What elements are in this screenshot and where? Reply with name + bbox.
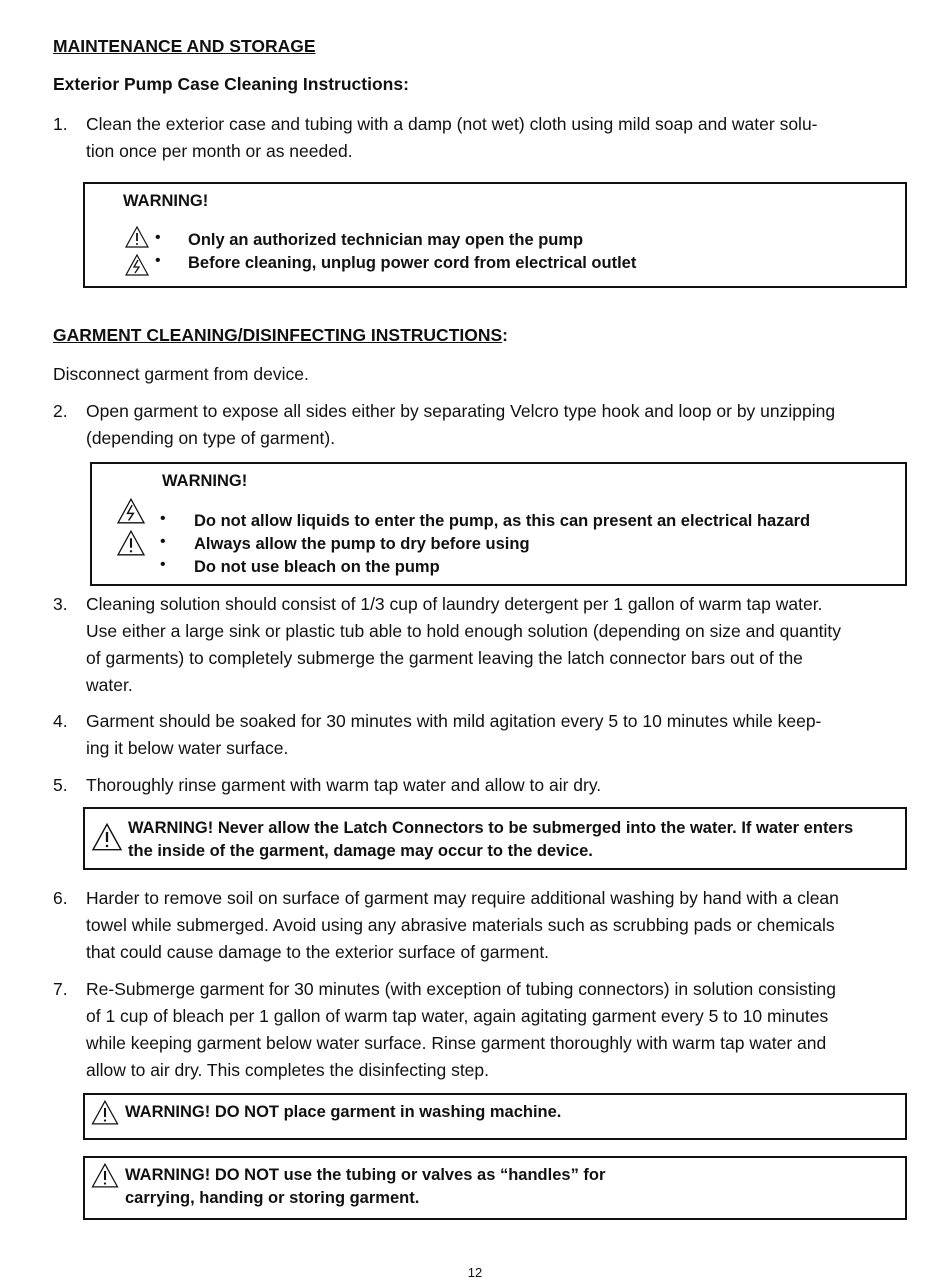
warning-washing-line-1: WARNING! DO NOT place garment in washing machine.: [125, 1103, 562, 1121]
warning-title: WARNING!: [123, 192, 209, 210]
step-4: [53, 708, 883, 762]
step-5-line-1: Thoroughly rinse garment with warm tap water and allow to air dry.: [86, 775, 602, 795]
step-1-line-1: Clean the exterior case and tubing with a damp (not wet) cloth using mild soap and water solu-: [86, 114, 818, 134]
step-3-line-2: Use either a large sink or plastic tub able to hold enough solution (depending on size and quantity: [86, 621, 841, 641]
garment-heading: [53, 325, 508, 346]
step-number: 3.: [53, 594, 68, 614]
step-1: [53, 111, 883, 165]
step-7-line-1: Re-Submerge garment for 30 minutes (with exception of tubing connectors) in solution consisting: [86, 979, 836, 999]
step-1-line-2: tion once per month or as needed.: [86, 141, 353, 161]
caution-icon: [116, 530, 146, 556]
step-2-line-1: Open garment to expose all sides either by separating Velcro type hook and loop or by unzipping: [86, 401, 836, 421]
electrical-hazard-icon: [116, 498, 146, 524]
step-6-line-3: that could cause damage to the exterior surface of garment.: [86, 942, 550, 962]
step-6-line-2: towel while submerged. Avoid using any abrasive materials such as scrubbing pads or chemicals: [86, 915, 835, 935]
bullet: •: [155, 229, 161, 246]
step-5: [53, 772, 883, 799]
step-4-line-1: Garment should be soaked for 30 minutes with mild agitation every 5 to 10 minutes while keep-: [86, 711, 822, 731]
step-7-line-4: allow to air dry. This completes the disinfecting step.: [86, 1060, 490, 1080]
garment-heading-text: GARMENT CLEANING/DISINFECTING INSTRUCTIONS: [53, 325, 503, 345]
step-7-line-3: while keeping garment below water surface. Rinse garment thoroughly with warm tap water and: [86, 1033, 827, 1053]
page-number: 12: [467, 1265, 483, 1280]
step-2: [53, 398, 883, 452]
warning-latch-line-2: the inside of the garment, damage may occur to the device.: [128, 842, 593, 860]
step-number: 4.: [53, 711, 68, 731]
step-number: 7.: [53, 979, 68, 999]
caution-icon: [91, 1163, 119, 1188]
garment-intro: Disconnect garment from device.: [53, 364, 309, 384]
bullet: •: [160, 533, 166, 550]
step-number: 5.: [53, 775, 68, 795]
step-3: [53, 591, 883, 699]
warning-latch-line-1: WARNING! Never allow the Latch Connectors to be submerged into the water. If water enters: [128, 819, 854, 837]
step-7: [53, 976, 883, 1084]
warning-box-liquids: [90, 462, 907, 586]
step-3-line-1: Cleaning solution should consist of 1/3 cup of laundry detergent per 1 gallon of warm tap water.: [86, 594, 823, 614]
bullet: •: [160, 556, 166, 573]
bullet: •: [160, 510, 166, 527]
warning-box-handles: [83, 1156, 907, 1220]
step-3-line-4: water.: [86, 675, 133, 695]
step-7-line-2: of 1 cup of bleach per 1 gallon of warm tap water, again agitating garment every 5 to 10 minutes: [86, 1006, 829, 1026]
bullet: •: [155, 252, 161, 269]
warning-title: WARNING!: [162, 472, 248, 490]
electrical-hazard-icon: [125, 254, 149, 276]
warning-bullet-2: Always allow the pump to dry before using: [194, 535, 530, 553]
caution-icon: [125, 226, 149, 248]
step-number: 1.: [53, 114, 68, 134]
warning-box-latch: [83, 807, 907, 870]
warning-bullet-1: Do not allow liquids to enter the pump, as this can present an electrical hazard: [194, 512, 811, 530]
exterior-heading: Exterior Pump Case Cleaning Instructions:: [53, 74, 409, 94]
warning-box-pump: [83, 182, 907, 288]
garment-heading-colon: :: [502, 325, 508, 345]
warning-handles-line-1: WARNING! DO NOT use the tubing or valves as “handles” for: [125, 1166, 606, 1184]
caution-icon: [91, 1100, 119, 1125]
step-6-line-1: Harder to remove soil on surface of garment may require additional washing by hand with a clean: [86, 888, 839, 908]
warning-bullet-1: Only an authorized technician may open the pump: [188, 231, 584, 249]
warning-bullet-3: Do not use bleach on the pump: [194, 558, 440, 576]
warning-box-washing-machine: [83, 1093, 907, 1140]
caution-icon: [91, 823, 123, 851]
step-6: [53, 885, 883, 966]
step-3-line-3: of garments) to completely submerge the garment leaving the latch connector bars out of the: [86, 648, 803, 668]
warning-bullet-2: Before cleaning, unplug power cord from electrical outlet: [188, 254, 637, 272]
step-number: 2.: [53, 401, 68, 421]
page-title: MAINTENANCE AND STORAGE: [53, 36, 316, 56]
step-number: 6.: [53, 888, 68, 908]
step-2-line-2: (depending on type of garment).: [86, 428, 336, 448]
warning-handles-line-2: carrying, handing or storing garment.: [125, 1189, 420, 1207]
step-4-line-2: ing it below water surface.: [86, 738, 289, 758]
